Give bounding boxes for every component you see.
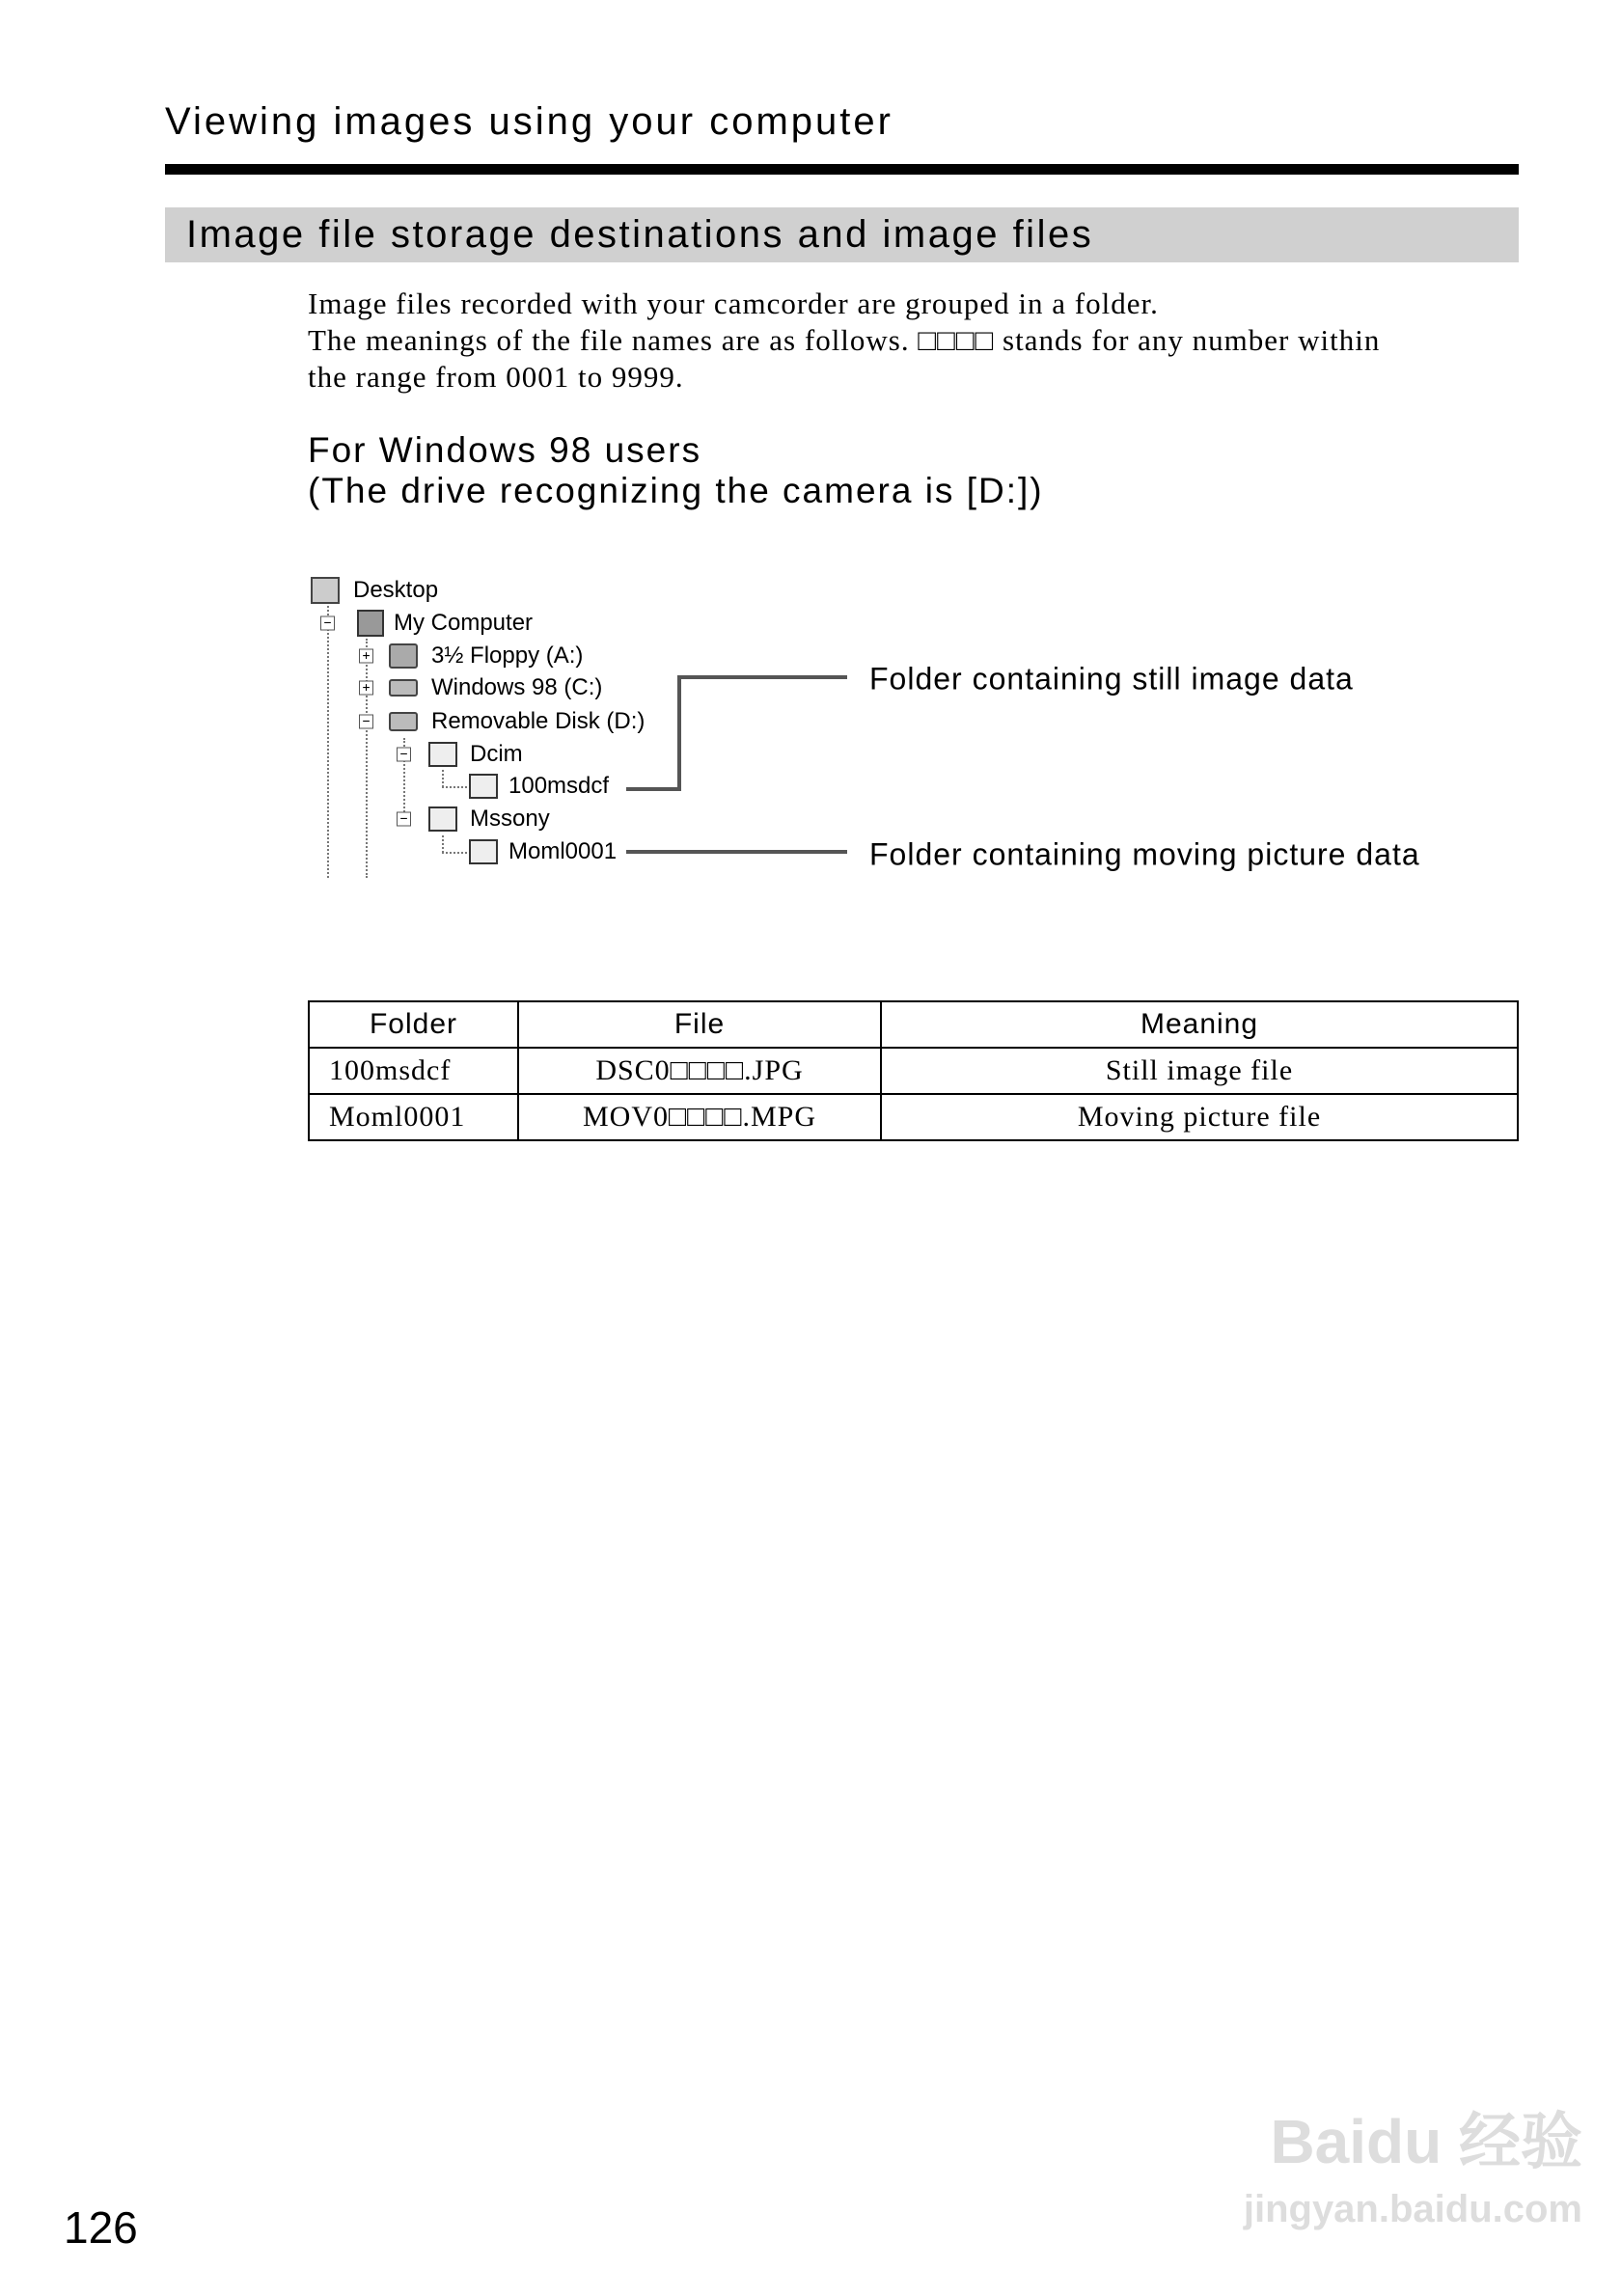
expand-icon[interactable]: + xyxy=(359,649,373,664)
callout-moving: Folder containing moving picture data xyxy=(869,836,1420,872)
column-header: File xyxy=(518,1001,881,1048)
intro-line-1: Image files recorded with your camcorder are grouped in a folder. xyxy=(308,287,1159,320)
intro-line-2: The meanings of the file names are as follows. □□□□ stands for any number within xyxy=(308,323,1381,357)
tree-item-windows98[interactable]: Windows 98 (C:) xyxy=(431,674,603,700)
computer-icon xyxy=(357,610,384,637)
page-number: 126 xyxy=(64,2202,138,2253)
table-header-row xyxy=(309,1001,1518,1048)
cell-folder: 100msdcf xyxy=(309,1048,518,1094)
tree-item-mssony[interactable]: Mssony xyxy=(470,806,550,832)
tree-item-dcim[interactable]: Dcim xyxy=(470,741,523,767)
folder-tree xyxy=(0,0,1621,965)
cell-meaning: Still image file xyxy=(881,1048,1518,1094)
collapse-icon[interactable]: − xyxy=(397,812,411,827)
leader-line xyxy=(677,675,681,791)
collapse-icon[interactable]: − xyxy=(397,748,411,762)
tree-item-removable-disk[interactable]: Removable Disk (D:) xyxy=(431,708,646,734)
cell-folder: Moml0001 xyxy=(309,1094,518,1140)
tree-item-100msdcf[interactable]: 100msdcf xyxy=(508,773,610,799)
table-row xyxy=(309,1094,1518,1140)
removable-disk-icon xyxy=(389,712,418,731)
tree-item-moml0001[interactable]: Moml0001 xyxy=(508,838,618,864)
folder-icon xyxy=(469,839,498,864)
column-header: Meaning xyxy=(881,1001,1518,1048)
tree-item-my-computer[interactable]: My Computer xyxy=(394,610,534,636)
expand-icon[interactable]: + xyxy=(359,681,373,696)
cell-meaning: Moving picture file xyxy=(881,1094,1518,1140)
watermark-logo: Baidu 经验 jingyan.baidu.com xyxy=(1243,2107,1582,2230)
section-header: Viewing images using your computer xyxy=(165,100,893,143)
collapse-icon[interactable]: − xyxy=(320,616,335,631)
floppy-drive-icon xyxy=(389,643,418,669)
leader-line xyxy=(626,850,847,854)
callout-still: Folder containing still image data xyxy=(869,661,1354,697)
hard-drive-icon xyxy=(389,679,418,697)
folder-icon xyxy=(428,742,457,767)
cell-file: DSC0□□□□.JPG xyxy=(518,1048,881,1094)
subheading-1: For Windows 98 users xyxy=(308,430,702,470)
folder-icon xyxy=(428,806,457,832)
band-title: Image file storage destinations and image files xyxy=(186,213,1094,256)
collapse-icon[interactable]: − xyxy=(359,715,373,729)
column-header: Folder xyxy=(309,1001,518,1048)
tree-item-desktop[interactable]: Desktop xyxy=(353,577,439,603)
tree-item-floppy[interactable]: 3½ Floppy (A:) xyxy=(431,642,584,669)
folder-icon xyxy=(469,774,498,799)
leader-line xyxy=(626,787,681,791)
subheading-2: (The drive recognizing the camera is [D:]) xyxy=(308,471,1044,510)
intro-line-3: the range from 0001 to 9999. xyxy=(308,360,684,394)
leader-line xyxy=(677,675,847,679)
cell-file: MOV0□□□□.MPG xyxy=(518,1094,881,1140)
desktop-icon xyxy=(311,577,340,604)
table-row xyxy=(309,1048,1518,1094)
file-name-table xyxy=(308,1000,1519,1141)
